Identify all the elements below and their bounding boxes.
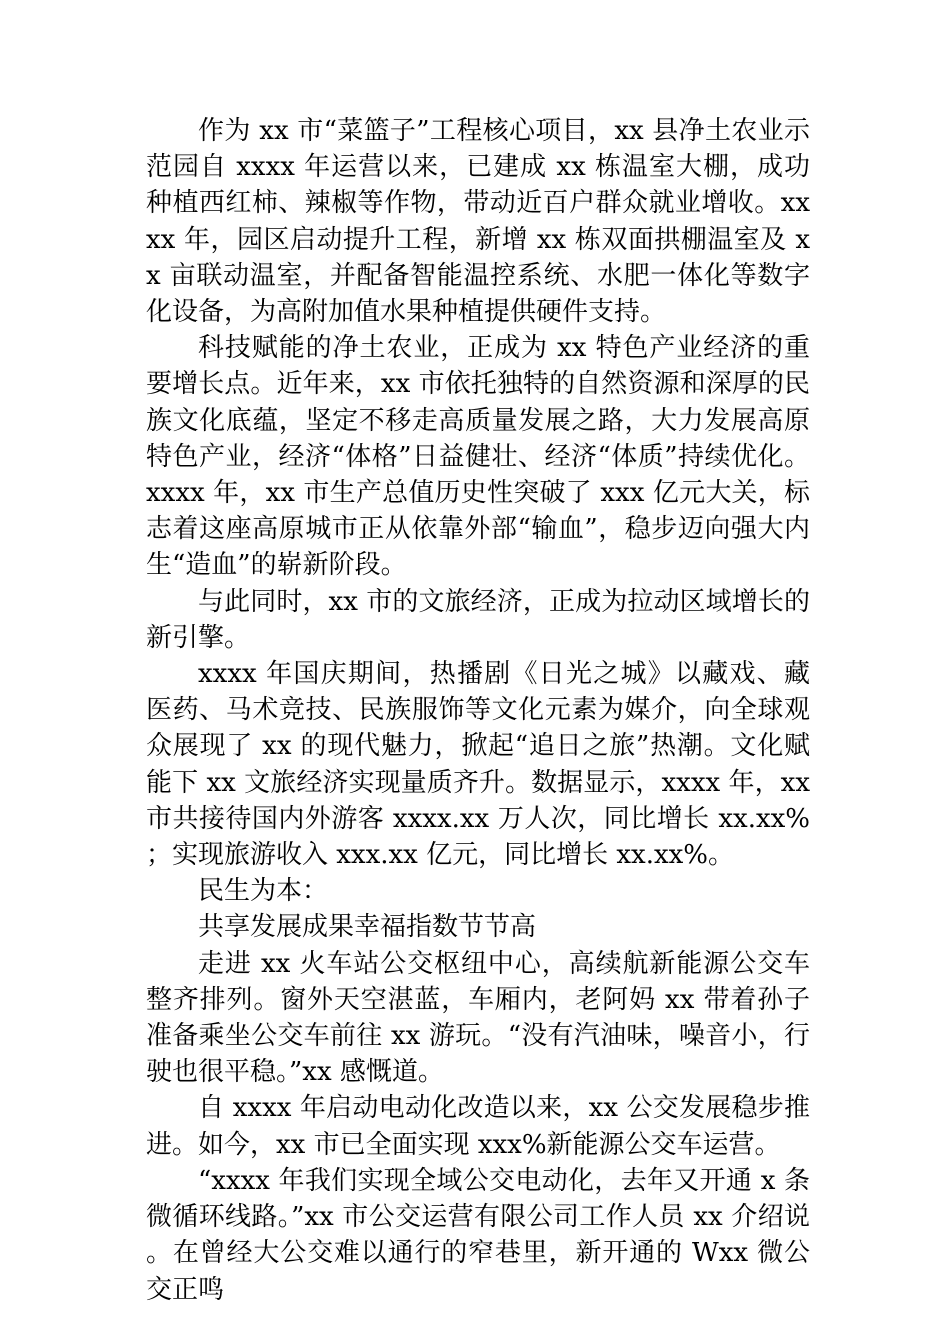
paragraph-cultural-tourism: 与此同时，xx 市的文旅经济，正成为拉动区域增长的新引擎。 — [146, 586, 810, 653]
paragraph-agriculture-park: 作为 xx 市“菜篮子”工程核心项目，xx 县净土农业示范园自 xxxx 年运营以来，已建成 xx 栋温室大棚，成功种植西红柿、辣椒等作物，带动近百户群众就业增收。xxxx 年，园区启动提升工程，新增 xx 栋双面拱棚温室及 xx 亩联动温室，并配备智能温控系统、水肥一体化等数字化设备，为高附加值水果种植提供硬件支持。 — [146, 116, 810, 328]
paragraph-national-day: xxxx 年国庆期间，热播剧《日光之城》以藏戏、藏医药、马术竞技、民族服饰等文化元素为媒介，向全球观众展现了 xx 的现代魅力，掀起“追日之旅”热潮。文化赋能下 xx 文旅经济实现量质齐升。数据显示，xxxx 年，xx 市共接待国内外游客 xxxx.xx 万人次，同比增长 xx.xx%；实现旅游收入 xxx.xx 亿元，同比增长 xx.xx%。 — [146, 659, 810, 871]
section-subheading-shared-development: 共享发展成果幸福指数节节高 — [198, 912, 537, 943]
paragraph-micro-bus: “xxxx 年我们实现全域公交电动化，去年又开通 x 条微循环线路。”xx 市公交运营有限公司工作人员 xx 介绍说。在曾经大公交难以通行的窄巷里，新开通的 Wxx 微公交正鸣 — [146, 1165, 810, 1305]
paragraph-electrification: 自 xxxx 年启动电动化改造以来，xx 公交发展稳步推进。如今，xx 市已全面实现 xxx%新能源公交车运营。 — [146, 1093, 810, 1160]
paragraph-bus-hub: 走进 xx 火车站公交枢纽中心，高续航新能源公交车整齐排列。窗外天空湛蓝，车厢内，老阿妈 xx 带着孙子准备乘坐公交车前往 xx 游玩。“没有汽油味，噪音小，行驶也很平稳。”xx 感慨道。 — [146, 948, 810, 1088]
paragraph-tech-agriculture: 科技赋能的净土农业，正成为 xx 特色产业经济的重要增长点。近年来，xx 市依托独特的自然资源和深厚的民族文化底蕴，坚定不移走高质量发展之路，大力发展高原特色产业，经济“体格”日益健壮、经济“体质”持续优化。xxxx 年，xx 市生产总值历史性突破了 xxx 亿元大关，标志着这座高原城市正从依靠外部“输血”，稳步迈向强大内生“造血”的崭新阶段。 — [146, 333, 810, 581]
section-heading-livelihood: 民生为本： — [198, 876, 329, 907]
document-body — [146, 113, 810, 1308]
